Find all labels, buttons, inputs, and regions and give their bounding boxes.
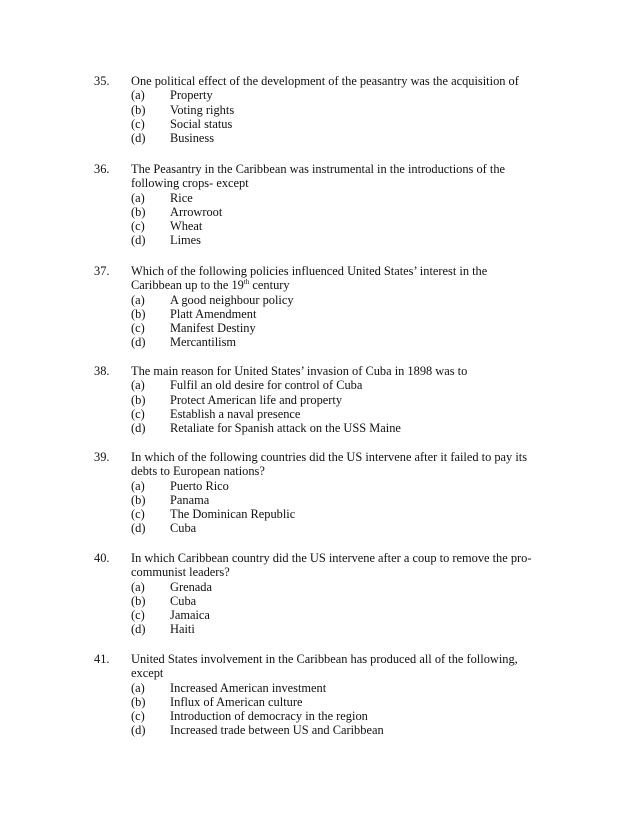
option-b bbox=[131, 205, 544, 219]
option-label: (b) bbox=[131, 593, 146, 608]
option-label: (a) bbox=[131, 579, 145, 594]
option-c bbox=[131, 709, 544, 723]
question-38 bbox=[94, 364, 544, 435]
option-label: (d) bbox=[131, 233, 146, 248]
option-b bbox=[131, 307, 544, 321]
question-text-line-2 bbox=[131, 278, 544, 292]
option-label: (a) bbox=[131, 378, 145, 393]
option-b bbox=[131, 493, 544, 507]
option-label: (a) bbox=[131, 292, 145, 307]
option-c bbox=[131, 608, 544, 622]
option-text: Cuba bbox=[170, 521, 197, 536]
option-label: (c) bbox=[131, 321, 145, 336]
option-text: Jamaica bbox=[170, 608, 210, 623]
option-text: Introduction of democracy in the region bbox=[170, 709, 368, 724]
option-b bbox=[131, 695, 544, 709]
option-text: Voting rights bbox=[170, 102, 235, 117]
option-d bbox=[131, 723, 544, 737]
option-text: Property bbox=[170, 88, 213, 103]
option-text: Retaliate for Spanish attack on the USS Maine bbox=[170, 421, 401, 436]
question-37 bbox=[94, 264, 544, 350]
option-label: (d) bbox=[131, 131, 146, 146]
option-label: (c) bbox=[131, 116, 145, 131]
question-number: 39. bbox=[94, 450, 110, 464]
option-text: Establish a naval presence bbox=[170, 406, 301, 421]
option-text: Platt Amendment bbox=[170, 306, 257, 321]
option-c bbox=[131, 117, 544, 131]
option-text: Cuba bbox=[170, 593, 197, 608]
option-label: (a) bbox=[131, 88, 145, 103]
option-b bbox=[131, 393, 544, 407]
question-36 bbox=[94, 162, 544, 248]
option-text: Panama bbox=[170, 492, 210, 507]
option-label: (c) bbox=[131, 507, 145, 522]
question-text-part: century bbox=[249, 278, 290, 293]
option-c bbox=[131, 407, 544, 421]
option-b bbox=[131, 103, 544, 117]
option-text: Grenada bbox=[170, 579, 212, 594]
option-a bbox=[131, 191, 544, 205]
option-a bbox=[131, 378, 544, 392]
option-label: (d) bbox=[131, 723, 146, 738]
question-text: United States involvement in the Caribbean has produced all of the following, except bbox=[131, 652, 518, 681]
question-number: 36. bbox=[94, 162, 110, 176]
question-text: The main reason for United States’ invasion of Cuba in 1898 was to bbox=[131, 364, 468, 378]
option-d bbox=[131, 622, 544, 636]
question-40 bbox=[94, 551, 544, 637]
option-label: (a) bbox=[131, 680, 145, 695]
option-text: Rice bbox=[170, 190, 193, 205]
option-c bbox=[131, 219, 544, 233]
option-text: Manifest Destiny bbox=[170, 321, 256, 336]
option-label: (b) bbox=[131, 204, 146, 219]
option-text: Mercantilism bbox=[170, 335, 237, 350]
question-41 bbox=[94, 652, 544, 738]
option-text: Limes bbox=[170, 233, 201, 248]
question-number: 41. bbox=[94, 652, 110, 666]
question-35 bbox=[94, 74, 544, 145]
option-label: (c) bbox=[131, 709, 145, 724]
option-label: (a) bbox=[131, 478, 145, 493]
option-label: (c) bbox=[131, 608, 145, 623]
option-label: (c) bbox=[131, 406, 145, 421]
option-text: The Dominican Republic bbox=[170, 507, 296, 522]
question-text: In which Caribbean country did the US intervene after a coup to remove the pro-communist leaders? bbox=[131, 551, 532, 580]
option-a bbox=[131, 293, 544, 307]
option-d bbox=[131, 421, 544, 435]
option-text: Social status bbox=[170, 116, 233, 131]
option-text: Increased American investment bbox=[170, 680, 327, 695]
option-a bbox=[131, 479, 544, 493]
question-number: 40. bbox=[94, 551, 110, 565]
option-text: Increased trade between US and Caribbean bbox=[170, 723, 384, 738]
option-text: Fulfil an old desire for control of Cuba bbox=[170, 378, 363, 393]
option-text: Puerto Rico bbox=[170, 478, 229, 493]
option-label: (d) bbox=[131, 622, 146, 637]
option-label: (b) bbox=[131, 102, 146, 117]
option-a bbox=[131, 681, 544, 695]
option-text: Haiti bbox=[170, 622, 195, 637]
question-text-part: Caribbean up to the 19 bbox=[131, 278, 244, 293]
option-text: A good neighbour policy bbox=[170, 292, 294, 307]
question-number: 38. bbox=[94, 364, 110, 378]
option-label: (d) bbox=[131, 335, 146, 350]
option-label: (b) bbox=[131, 694, 146, 709]
option-a bbox=[131, 580, 544, 594]
option-text: Arrowroot bbox=[170, 204, 223, 219]
question-number: 35. bbox=[94, 74, 110, 88]
question-text-line-1: Which of the following policies influenced United States’ interest in the bbox=[131, 264, 488, 278]
option-c bbox=[131, 321, 544, 335]
option-d bbox=[131, 521, 544, 535]
option-label: (d) bbox=[131, 521, 146, 536]
option-text: Protect American life and property bbox=[170, 392, 343, 407]
option-label: (d) bbox=[131, 421, 146, 436]
option-text: Influx of American culture bbox=[170, 694, 303, 709]
option-label: (c) bbox=[131, 219, 145, 234]
option-d bbox=[131, 335, 544, 349]
option-d bbox=[131, 131, 544, 145]
option-a bbox=[131, 88, 544, 102]
option-text: Business bbox=[170, 131, 215, 146]
question-39 bbox=[94, 450, 544, 536]
option-c bbox=[131, 507, 544, 521]
question-text: In which of the following countries did the US intervene after it failed to pay its debts to European nations? bbox=[131, 450, 528, 479]
option-text: Wheat bbox=[170, 219, 203, 234]
option-d bbox=[131, 233, 544, 247]
option-b bbox=[131, 594, 544, 608]
question-number: 37. bbox=[94, 264, 110, 278]
option-label: (b) bbox=[131, 392, 146, 407]
option-label: (b) bbox=[131, 306, 146, 321]
question-text: One political effect of the development of the peasantry was the acquisition of bbox=[131, 74, 519, 88]
option-label: (a) bbox=[131, 190, 145, 205]
ordinal-suffix: th bbox=[243, 278, 250, 287]
option-label: (b) bbox=[131, 492, 146, 507]
question-text: The Peasantry in the Caribbean was instrumental in the introductions of the following crops- except bbox=[131, 162, 506, 191]
